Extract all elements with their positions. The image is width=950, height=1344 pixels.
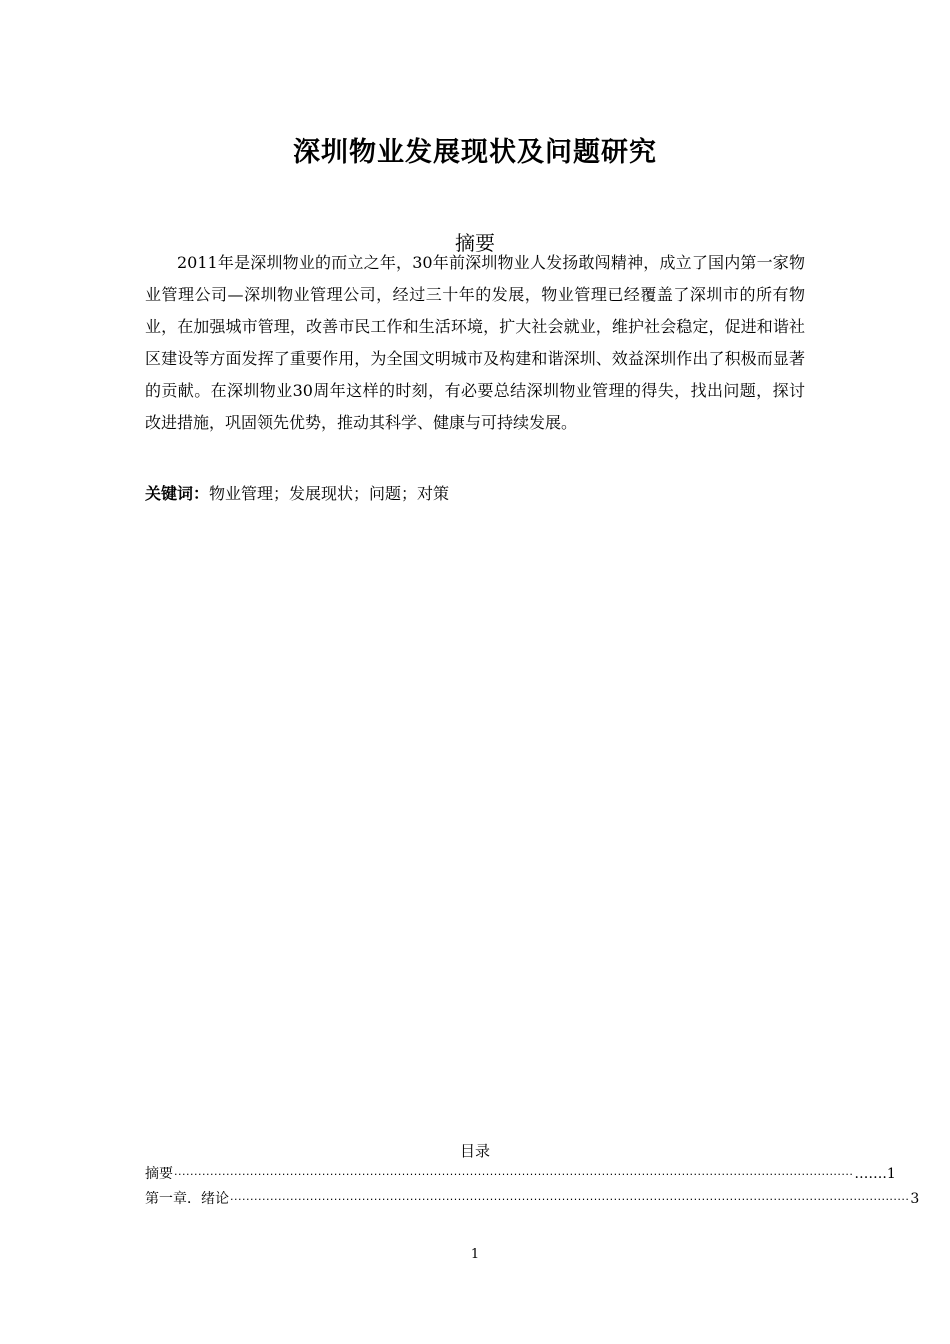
toc-dot-leader: ·········································································································································································· bbox=[230, 1193, 910, 1206]
keywords-text: 物业管理；发展现状；问题；对策 bbox=[209, 484, 450, 503]
table-of-contents bbox=[145, 1162, 920, 1212]
document-title: 深圳物业发展现状及问题研究 bbox=[293, 137, 657, 168]
toc-entry-label: 摘要 bbox=[145, 1166, 173, 1182]
toc-entry-chapter-1[interactable] bbox=[145, 1187, 920, 1212]
toc-dot-leader: ·········································································································································································· bbox=[174, 1168, 854, 1181]
toc-entry-abstract[interactable] bbox=[145, 1162, 896, 1187]
keywords-line bbox=[145, 478, 805, 510]
keywords-label: 关键词： bbox=[145, 484, 210, 503]
toc-entry-label: 第一章．绪论 bbox=[145, 1191, 229, 1207]
toc-entry-page: …….1 bbox=[854, 1166, 896, 1182]
abstract-heading: 摘要 bbox=[455, 231, 495, 255]
page-number: 1 bbox=[470, 1247, 480, 1262]
toc-heading: 目录 bbox=[459, 1142, 490, 1160]
toc-entry-page: 3 bbox=[910, 1191, 920, 1207]
abstract-body: 2011年是深圳物业的而立之年，30年前深圳物业人发扬敢闯精神，成立了国内第一家物业管理公司—深圳物业管理公司，经过三十年的发展，物业管理已经覆盖了深圳市的所有物业，在加强城市管理，改善市民工作和生活环境，扩大社会就业，维护社会稳定，促进和谐社区建设等方面发挥了重要作用，为全国文明城市及构建和谐深圳、效益深圳作出了积极而显著的贡献。在深圳物业30周年这样的时刻，有必要总结深圳物业管理的得失，找出问题，探讨改进措施，巩固领先优势，推动其科学、健康与可持续发展。 bbox=[145, 253, 805, 432]
